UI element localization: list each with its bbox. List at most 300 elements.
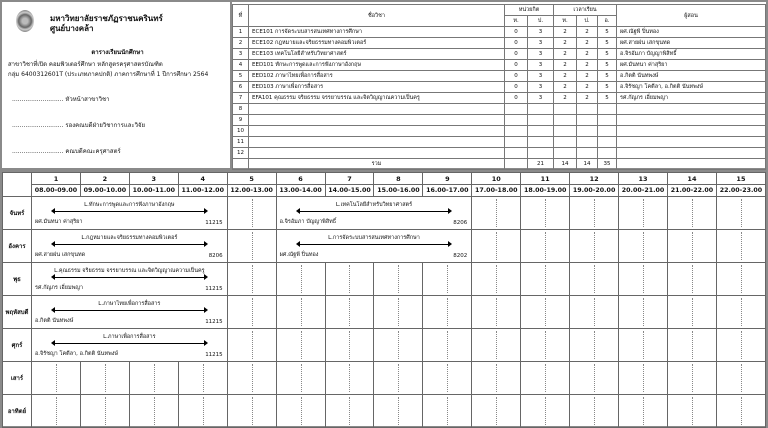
course-name-cell xyxy=(249,137,505,148)
course-cp-cell xyxy=(528,126,554,137)
empty-slot xyxy=(227,395,276,428)
empty-slot xyxy=(423,329,472,362)
class-teacher: รศ.กัญภร เอี่ยมพญา xyxy=(35,284,83,291)
empty-slot xyxy=(129,395,178,428)
empty-slot xyxy=(521,263,570,296)
course-ct-cell: 0 xyxy=(505,71,528,82)
course-row xyxy=(233,60,766,71)
empty-slot xyxy=(619,362,668,395)
day-label: อาทิตย์ xyxy=(3,395,32,428)
class-room: 8202 xyxy=(453,252,468,259)
empty-slot xyxy=(472,362,521,395)
period-time: 09.00-10.00 xyxy=(80,185,129,197)
class-room: 8206 xyxy=(208,252,223,259)
empty-slot xyxy=(521,197,570,230)
class-block-body xyxy=(32,297,227,328)
empty-slot xyxy=(521,296,570,329)
empty-slot xyxy=(374,395,423,428)
course-no-cell: 8 xyxy=(233,104,249,115)
period-number: 7 xyxy=(325,173,374,185)
class-teacher: ผศ.ณัฐพี ปิ่นทอง xyxy=(279,251,319,258)
duration-arrow-icon xyxy=(54,244,205,245)
course-cp-cell: 3 xyxy=(528,60,554,71)
period-row xyxy=(3,173,766,185)
course-ct-cell: 0 xyxy=(505,82,528,93)
period-number: 8 xyxy=(374,173,423,185)
duration-arrow-icon xyxy=(299,244,450,245)
course-no-cell: 1 xyxy=(233,27,249,38)
course-teacher-cell xyxy=(617,115,766,126)
empty-slot xyxy=(325,395,374,428)
day-row xyxy=(3,263,766,296)
course-name-cell xyxy=(249,115,505,126)
empty-slot xyxy=(178,395,227,428)
empty-slot xyxy=(276,263,325,296)
course-row xyxy=(233,93,766,104)
empty-slot xyxy=(472,296,521,329)
course-teacher-cell: รศ.กัญภร เอี่ยมพญา xyxy=(617,93,766,104)
empty-slot xyxy=(325,296,374,329)
period-number: 1 xyxy=(32,173,81,185)
empty-slot xyxy=(472,230,521,263)
empty-slot xyxy=(423,263,472,296)
course-ht-cell: 2 xyxy=(554,93,577,104)
period-time: 18.00-19.00 xyxy=(521,185,570,197)
course-ct-cell: 0 xyxy=(505,38,528,49)
class-title: L.ทักษะการพูดและการฟังภาษาอังกฤษ xyxy=(84,201,175,208)
empty-slot xyxy=(227,230,276,263)
course-cp-cell xyxy=(528,148,554,159)
course-ht-cell xyxy=(554,115,577,126)
course-ht-cell xyxy=(554,126,577,137)
course-table-panel xyxy=(230,0,768,170)
empty-slot xyxy=(129,362,178,395)
course-cp-cell xyxy=(528,137,554,148)
course-ho-cell: 5 xyxy=(598,60,617,71)
course-ht-cell: 2 xyxy=(554,38,577,49)
empty-slot xyxy=(472,329,521,362)
course-ht-cell: 2 xyxy=(554,60,577,71)
total-ct xyxy=(505,159,528,170)
class-block[interactable] xyxy=(32,197,228,230)
class-teacher: อ.กิตติ นันทพงษ์ xyxy=(35,317,74,324)
class-title: L.การจัดระบบสารสนเทศทางการศึกษา xyxy=(328,234,420,241)
period-number: 10 xyxy=(472,173,521,185)
empty-slot xyxy=(570,197,619,230)
course-no-cell: 3 xyxy=(233,49,249,60)
schedule-grid xyxy=(2,172,766,428)
course-ho-cell xyxy=(598,137,617,148)
class-room: 8206 xyxy=(453,219,468,226)
course-no-cell: 2 xyxy=(233,38,249,49)
empty-slot xyxy=(716,329,765,362)
empty-slot xyxy=(276,362,325,395)
signature-line: ........................... หัวหน้าสาขาวิชา xyxy=(12,96,110,103)
course-ho-cell xyxy=(598,104,617,115)
course-row xyxy=(233,115,766,126)
empty-slot xyxy=(374,296,423,329)
course-ct-cell xyxy=(505,126,528,137)
course-row xyxy=(233,126,766,137)
empty-slot xyxy=(374,263,423,296)
empty-slot xyxy=(472,197,521,230)
empty-slot xyxy=(619,296,668,329)
class-room: 11215 xyxy=(205,351,223,358)
course-ct-cell xyxy=(505,104,528,115)
course-total-row xyxy=(233,159,766,170)
empty-slot xyxy=(472,263,521,296)
course-ct-cell xyxy=(505,137,528,148)
course-no-cell: 5 xyxy=(233,71,249,82)
course-teacher-cell: ผศ.สายฝน เสกขุนทด xyxy=(617,38,766,49)
total-teacher-spacer xyxy=(617,159,766,170)
empty-slot xyxy=(667,230,716,263)
empty-slot xyxy=(716,362,765,395)
course-no-cell: 10 xyxy=(233,126,249,137)
course-row xyxy=(233,71,766,82)
empty-slot xyxy=(423,296,472,329)
course-cp-cell: 3 xyxy=(528,71,554,82)
header-name: ชื่อวิชา xyxy=(249,5,505,27)
class-block[interactable] xyxy=(32,263,228,296)
class-block-body xyxy=(277,231,472,262)
course-hp-cell: 2 xyxy=(577,71,598,82)
period-time: 20.00-21.00 xyxy=(619,185,668,197)
course-row xyxy=(233,49,766,60)
header-credit: หน่วยกิต xyxy=(505,5,554,16)
course-no-cell: 4 xyxy=(233,60,249,71)
signature-line: ........................... คณบดีคณะครุศาสตร์ xyxy=(12,148,121,155)
empty-slot xyxy=(716,263,765,296)
course-row xyxy=(233,27,766,38)
course-ht-cell xyxy=(554,104,577,115)
course-name-cell xyxy=(249,104,505,115)
duration-arrow-icon xyxy=(54,343,205,344)
class-title: L.กฎหมายและจริยธรรมทางคอมพิวเตอร์ xyxy=(81,234,178,241)
course-row xyxy=(233,38,766,49)
course-ht-cell: 2 xyxy=(554,71,577,82)
period-number: 11 xyxy=(521,173,570,185)
course-no-cell: 6 xyxy=(233,82,249,93)
empty-slot xyxy=(32,395,81,428)
class-room: 11215 xyxy=(205,318,223,325)
class-title: L.ภาษาไทยเพื่อการสื่อสาร xyxy=(98,300,161,307)
class-title: L.ภาษาเพื่อการสื่อสาร xyxy=(103,333,156,340)
course-ct-cell xyxy=(505,148,528,159)
course-teacher-cell xyxy=(617,104,766,115)
weekly-schedule xyxy=(0,170,768,428)
day-row xyxy=(3,362,766,395)
period-time: 19.00-20.00 xyxy=(570,185,619,197)
course-ho-cell: 5 xyxy=(598,49,617,60)
course-table xyxy=(232,4,766,170)
class-block-body xyxy=(32,198,227,229)
period-time: 14.00-15.00 xyxy=(325,185,374,197)
total-ho: 35 xyxy=(598,159,617,170)
course-ht-cell: 2 xyxy=(554,27,577,38)
total-label: รวม xyxy=(249,159,505,170)
empty-slot xyxy=(227,197,276,230)
university-name xyxy=(50,14,163,34)
corner-cell xyxy=(3,173,32,197)
course-cp-cell: 3 xyxy=(528,82,554,93)
course-hp-cell: 2 xyxy=(577,82,598,93)
empty-slot xyxy=(374,362,423,395)
empty-slot xyxy=(716,230,765,263)
course-teacher-cell: ผศ.ณัฐพี ปิ่นทอง xyxy=(617,27,766,38)
empty-slot xyxy=(325,329,374,362)
empty-slot xyxy=(227,362,276,395)
course-hp-cell: 2 xyxy=(577,38,598,49)
day-label: ศุกร์ xyxy=(3,329,32,362)
course-hp-cell: 2 xyxy=(577,27,598,38)
course-no-cell: 7 xyxy=(233,93,249,104)
empty-slot xyxy=(619,395,668,428)
course-ho-cell: 5 xyxy=(598,27,617,38)
course-hp-cell xyxy=(577,104,598,115)
total-ht: 14 xyxy=(554,159,577,170)
course-row xyxy=(233,137,766,148)
university-title: มหาวิทยาลัยราชภัฏราชนครินทร์ xyxy=(50,14,163,23)
class-room: 11215 xyxy=(205,219,223,226)
empty-slot xyxy=(570,362,619,395)
empty-slot xyxy=(325,362,374,395)
course-hp-cell: 2 xyxy=(577,93,598,104)
period-number: 4 xyxy=(178,173,227,185)
course-cp-cell: 3 xyxy=(528,49,554,60)
total-hp: 14 xyxy=(577,159,598,170)
empty-slot xyxy=(472,395,521,428)
course-hp-cell: 2 xyxy=(577,60,598,71)
course-ho-cell xyxy=(598,126,617,137)
total-cp: 21 xyxy=(528,159,554,170)
course-ht-cell: 2 xyxy=(554,82,577,93)
course-teacher-cell: อ.กิตติ นันทพงษ์ xyxy=(617,71,766,82)
empty-slot xyxy=(570,296,619,329)
empty-slot xyxy=(32,362,81,395)
period-number: 9 xyxy=(423,173,472,185)
total-spacer xyxy=(233,159,249,170)
period-number: 3 xyxy=(129,173,178,185)
empty-slot xyxy=(570,230,619,263)
empty-slot xyxy=(521,230,570,263)
duration-arrow-icon xyxy=(299,211,450,212)
header-panel xyxy=(0,0,231,170)
day-row xyxy=(3,395,766,428)
period-time: 21.00-22.00 xyxy=(667,185,716,197)
class-block[interactable] xyxy=(32,296,228,329)
class-block[interactable] xyxy=(32,329,228,362)
course-name-cell xyxy=(249,126,505,137)
header-hours-o: อ. xyxy=(598,16,617,27)
course-cp-cell xyxy=(528,115,554,126)
course-teacher-cell xyxy=(617,126,766,137)
class-teacher: ผศ.สายฝน เสกขุนทด xyxy=(35,251,86,258)
class-block-body xyxy=(32,231,227,262)
header-hours-t: ท. xyxy=(554,16,577,27)
class-teacher: อ.จิรัชญา โคตีลา, อ.กิตติ นันทพงษ์ xyxy=(35,350,118,357)
course-no-cell: 12 xyxy=(233,148,249,159)
course-name-cell: ECE101 การจัดระบบสารสนเทศทางการศึกษา xyxy=(249,27,505,38)
course-ho-cell xyxy=(598,148,617,159)
empty-slot xyxy=(716,395,765,428)
course-hp-cell xyxy=(577,126,598,137)
empty-slot xyxy=(716,296,765,329)
header-credit-p: ป. xyxy=(528,16,554,27)
class-block[interactable] xyxy=(276,197,472,230)
empty-slot xyxy=(619,329,668,362)
period-number: 15 xyxy=(716,173,765,185)
period-time: 17.00-18.00 xyxy=(472,185,521,197)
day-label: อังคาร xyxy=(3,230,32,263)
day-row xyxy=(3,296,766,329)
group-line: กลุ่ม 6400312601T (ประเภทภาคปกติ) ภาคการศึกษาที่ 1 ปีการศึกษา 2564 xyxy=(8,71,209,78)
header-teacher: ผู้สอน xyxy=(617,5,766,27)
class-block[interactable] xyxy=(276,230,472,263)
signature-line: ........................... รองคณบดีฝ่ายวิชาการและวิจัย xyxy=(12,122,146,129)
class-title: L.เทคโนโลยีสำหรับวิทยาศาสตร์ xyxy=(335,201,413,208)
course-row xyxy=(233,82,766,93)
empty-slot xyxy=(716,197,765,230)
empty-slot xyxy=(667,296,716,329)
period-time: 08.00-09.00 xyxy=(32,185,81,197)
university-seal-logo xyxy=(16,10,34,32)
course-hp-cell xyxy=(577,148,598,159)
course-teacher-cell: อ.จิรัชญา โคตีลา, อ.กิตติ นันทพงษ์ xyxy=(617,82,766,93)
campus-name: ศูนย์บางคล้า xyxy=(50,24,94,33)
course-ho-cell: 5 xyxy=(598,82,617,93)
empty-slot xyxy=(276,296,325,329)
header-hours: เวลาเรียน xyxy=(554,5,617,16)
period-number: 14 xyxy=(667,173,716,185)
course-ht-cell: 2 xyxy=(554,49,577,60)
document-title: ตารางเรียนนักศึกษา xyxy=(91,49,144,56)
empty-slot xyxy=(619,263,668,296)
course-cp-cell xyxy=(528,104,554,115)
empty-slot xyxy=(667,197,716,230)
class-teacher: ผศ.มันทนา ค่าสุริยา xyxy=(35,218,83,225)
empty-slot xyxy=(325,263,374,296)
header-credit-t: ท. xyxy=(505,16,528,27)
class-block-body xyxy=(32,264,227,295)
course-teacher-cell xyxy=(617,137,766,148)
course-teacher-cell xyxy=(617,148,766,159)
course-ht-cell xyxy=(554,148,577,159)
period-time: 13.00-14.00 xyxy=(276,185,325,197)
course-hp-cell xyxy=(577,137,598,148)
empty-slot xyxy=(521,329,570,362)
class-room: 11215 xyxy=(205,285,223,292)
course-ho-cell: 5 xyxy=(598,93,617,104)
class-block-body xyxy=(32,330,227,361)
course-cp-cell: 3 xyxy=(528,27,554,38)
class-block-body xyxy=(277,198,472,229)
empty-slot xyxy=(619,197,668,230)
day-row xyxy=(3,230,766,263)
empty-slot xyxy=(570,263,619,296)
empty-slot xyxy=(667,362,716,395)
course-no-cell: 9 xyxy=(233,115,249,126)
empty-slot xyxy=(374,329,423,362)
empty-slot xyxy=(619,230,668,263)
course-name-cell: EED102 ภาษาไทยเพื่อการสื่อสาร xyxy=(249,71,505,82)
program-line: สาขาวิชาที่เปิด คอมพิวเตอร์ศึกษา หลักสูตรครุศาสตรบัณฑิต xyxy=(8,61,163,68)
empty-slot xyxy=(227,296,276,329)
course-name-cell: EFA101 คุณธรรม จริยธรรม จรรยาบรรณ และจิตวิญญาณความเป็นครู xyxy=(249,93,505,104)
period-time: 12.00-13.00 xyxy=(227,185,276,197)
course-ct-cell: 0 xyxy=(505,27,528,38)
course-ct-cell: 0 xyxy=(505,49,528,60)
class-title: L.คุณธรรม จริยธรรม จรรยาบรรณ และจิตวิญญาณความเป็นครู xyxy=(54,267,205,274)
course-row xyxy=(233,148,766,159)
empty-slot xyxy=(80,362,129,395)
empty-slot xyxy=(423,395,472,428)
course-name-cell: ECE103 เทคโนโลยีสำหรับวิทยาศาสตร์ xyxy=(249,49,505,60)
course-ct-cell: 0 xyxy=(505,93,528,104)
course-teacher-cell: ผศ.มันทนา ค่าสุริยา xyxy=(617,60,766,71)
header-no: ที่ xyxy=(233,5,249,27)
period-number: 6 xyxy=(276,173,325,185)
class-teacher: อ.จิรอัมภา บัญญาพิสิทธิ์ xyxy=(279,218,337,225)
empty-slot xyxy=(570,395,619,428)
empty-slot xyxy=(667,395,716,428)
course-name-cell xyxy=(249,148,505,159)
empty-slot xyxy=(423,362,472,395)
empty-slot xyxy=(521,362,570,395)
course-cp-cell: 3 xyxy=(528,93,554,104)
empty-slot xyxy=(227,263,276,296)
empty-slot xyxy=(80,395,129,428)
period-time: 15.00-16.00 xyxy=(374,185,423,197)
period-number: 13 xyxy=(619,173,668,185)
day-label: พฤหัสบดี xyxy=(3,296,32,329)
course-ho-cell xyxy=(598,115,617,126)
day-label: พุธ xyxy=(3,263,32,296)
empty-slot xyxy=(178,362,227,395)
empty-slot xyxy=(227,329,276,362)
course-ct-cell: 0 xyxy=(505,60,528,71)
period-number: 5 xyxy=(227,173,276,185)
course-name-cell: EED103 ภาษาเพื่อการสื่อสาร xyxy=(249,82,505,93)
empty-slot xyxy=(521,395,570,428)
course-ho-cell: 5 xyxy=(598,38,617,49)
course-ho-cell: 5 xyxy=(598,71,617,82)
day-row xyxy=(3,329,766,362)
time-row xyxy=(3,185,766,197)
empty-slot xyxy=(276,395,325,428)
course-no-cell: 11 xyxy=(233,137,249,148)
period-number: 12 xyxy=(570,173,619,185)
period-time: 22.00-23.00 xyxy=(716,185,765,197)
course-hp-cell: 2 xyxy=(577,49,598,60)
class-block[interactable] xyxy=(32,230,228,263)
course-name-cell: ECE102 กฎหมายและจริยธรรมทางคอมพิวเตอร์ xyxy=(249,38,505,49)
course-teacher-cell: อ.จิรอัมภา บัญญาพิสิทธิ์ xyxy=(617,49,766,60)
period-time: 10.00-11.00 xyxy=(129,185,178,197)
empty-slot xyxy=(276,329,325,362)
period-time: 16.00-17.00 xyxy=(423,185,472,197)
course-hp-cell xyxy=(577,115,598,126)
duration-arrow-icon xyxy=(54,277,205,278)
duration-arrow-icon xyxy=(54,310,205,311)
day-label: เสาร์ xyxy=(3,362,32,395)
empty-slot xyxy=(667,329,716,362)
course-ct-cell xyxy=(505,115,528,126)
empty-slot xyxy=(570,329,619,362)
day-label: จันทร์ xyxy=(3,197,32,230)
period-time: 11.00-12.00 xyxy=(178,185,227,197)
course-cp-cell: 3 xyxy=(528,38,554,49)
